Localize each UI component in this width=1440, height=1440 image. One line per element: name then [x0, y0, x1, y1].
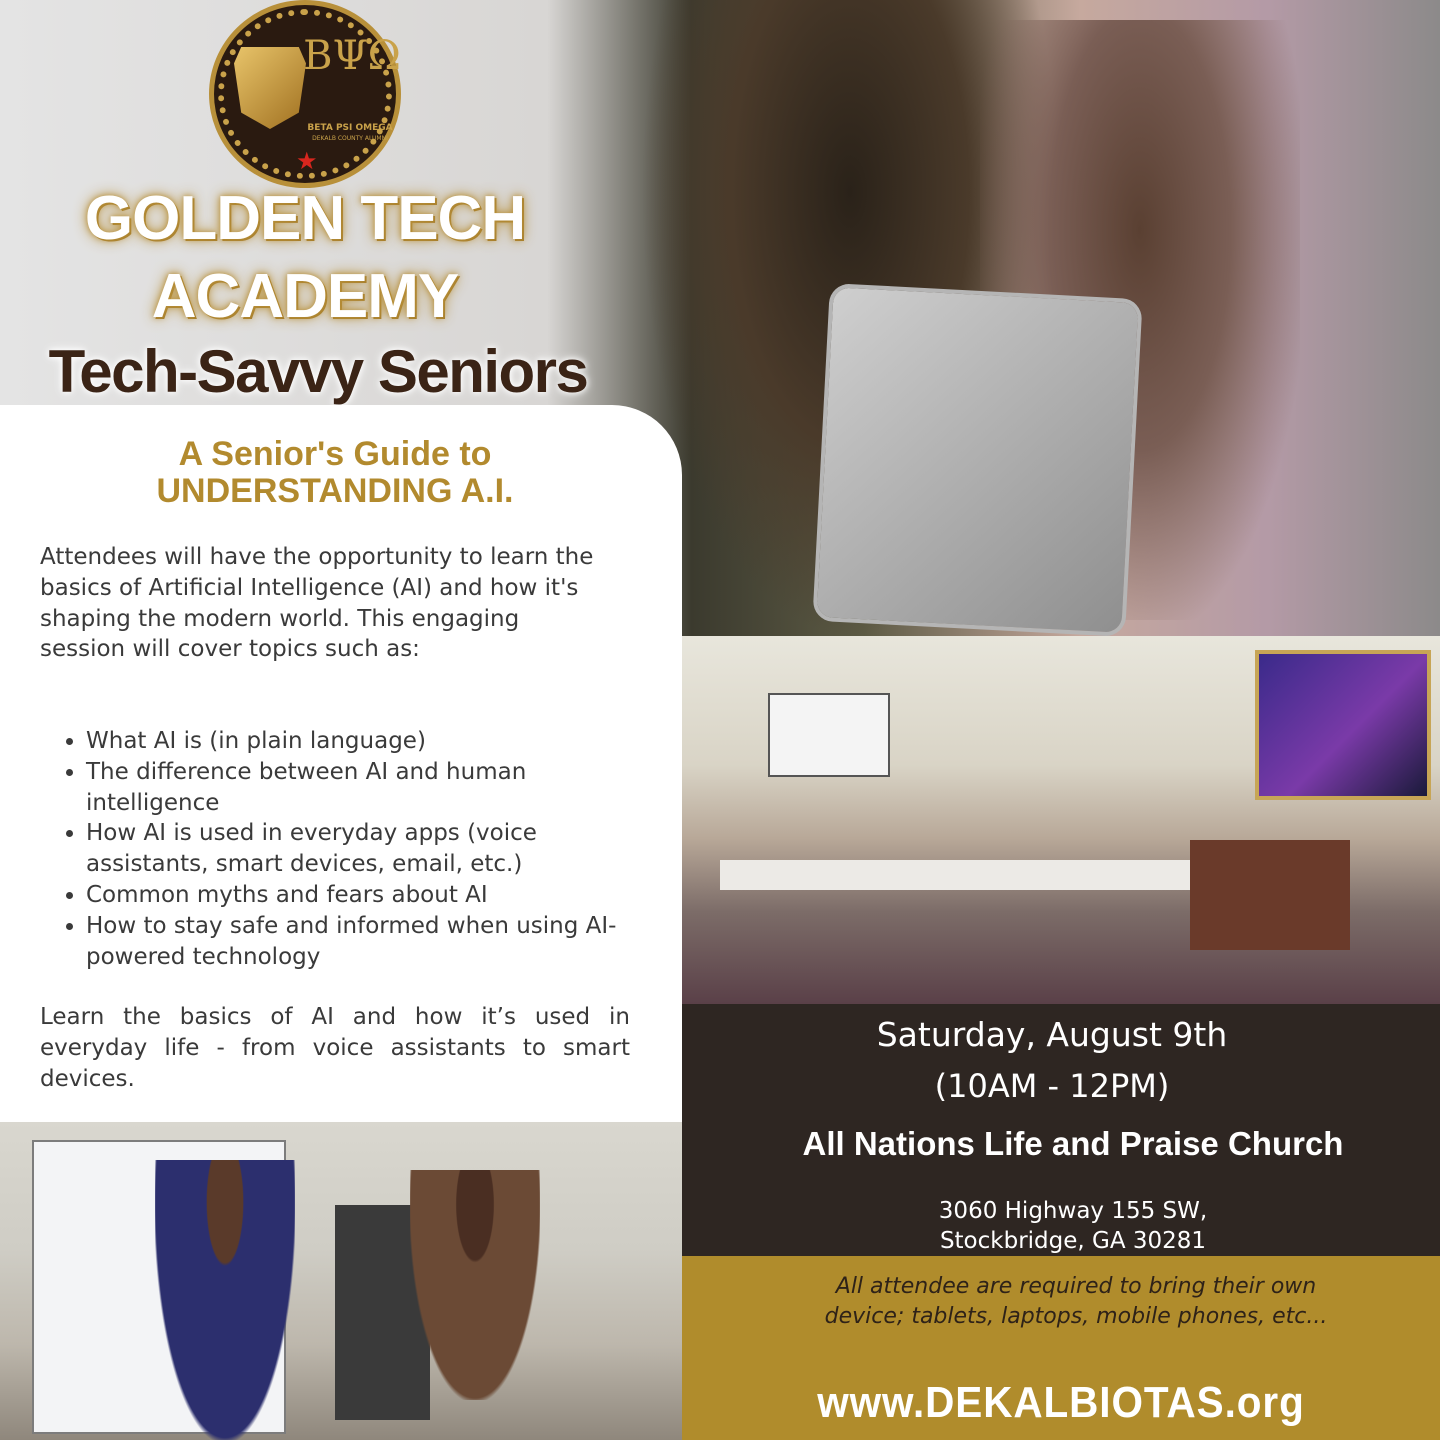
topic-item: • How to stay safe and informed when using AI-powered technology: [86, 911, 630, 973]
logo-org-sub: DEKALB COUNTY ALUMNI: [312, 135, 388, 142]
classroom-projector-screen: [768, 693, 890, 777]
academy-title-line1: GOLDEN TECH: [84, 184, 526, 253]
classroom-tv: [1255, 650, 1431, 800]
classroom-table: [720, 860, 1240, 890]
academy-title: [0, 180, 610, 336]
logo-org-name: BETA PSI OMEGA: [307, 123, 393, 133]
event-address-line2: Stockbridge, GA 30281: [939, 1228, 1207, 1254]
org-logo: [209, 0, 401, 188]
guide-heading-line1: A Senior's Guide to: [178, 435, 492, 473]
presenter-one: [155, 1160, 295, 1440]
event-venue: All Nations Life and Praise Church: [802, 1125, 1344, 1162]
event-time: (10AM - 12PM): [934, 1067, 1170, 1105]
hero-photo-tablet: [817, 287, 1139, 633]
topic-item: • What AI is (in plain language): [86, 726, 630, 757]
guide-heading-line2: UNDERSTANDING A.I.: [156, 472, 514, 510]
intro-paragraph: Attendees will have the opportunity to learn the basics of Artificial Intelligence (AI) and how it's shaping the modern world. This engaging session will cover topics such as:: [40, 544, 594, 663]
academy-title-line2: ACADEMY: [151, 262, 459, 331]
topic-item: • How AI is used in everyday apps (voice assistants, smart devices, email, etc.): [86, 818, 630, 880]
star-icon: ★: [296, 147, 318, 175]
topic-item: • The difference between AI and human intelligence: [86, 757, 630, 819]
presenter-two: [410, 1170, 540, 1400]
device-notice: All attendee are required to bring their own device; tablets, laptops, mobile phones, etc...: [824, 1274, 1328, 1329]
topics-list: [40, 726, 630, 972]
closing-paragraph: Learn the basics of AI and how it’s used in everyday life - from voice assistants to smart devices.: [40, 1004, 630, 1092]
program-title: Tech-Savvy Seniors: [48, 338, 588, 405]
event-address-line1: 3060 Highway 155 SW,: [938, 1198, 1208, 1224]
guide-heading: [40, 436, 630, 510]
event-date: Saturday, August 9th: [876, 1015, 1228, 1054]
classroom-cabinet: [1190, 840, 1350, 950]
topic-item: • Common myths and fears about AI: [86, 880, 630, 911]
logo-greek-letters: ΒΨΩ: [303, 33, 401, 79]
website-link[interactable]: www.DEKALBIOTAS.org: [817, 1378, 1305, 1427]
